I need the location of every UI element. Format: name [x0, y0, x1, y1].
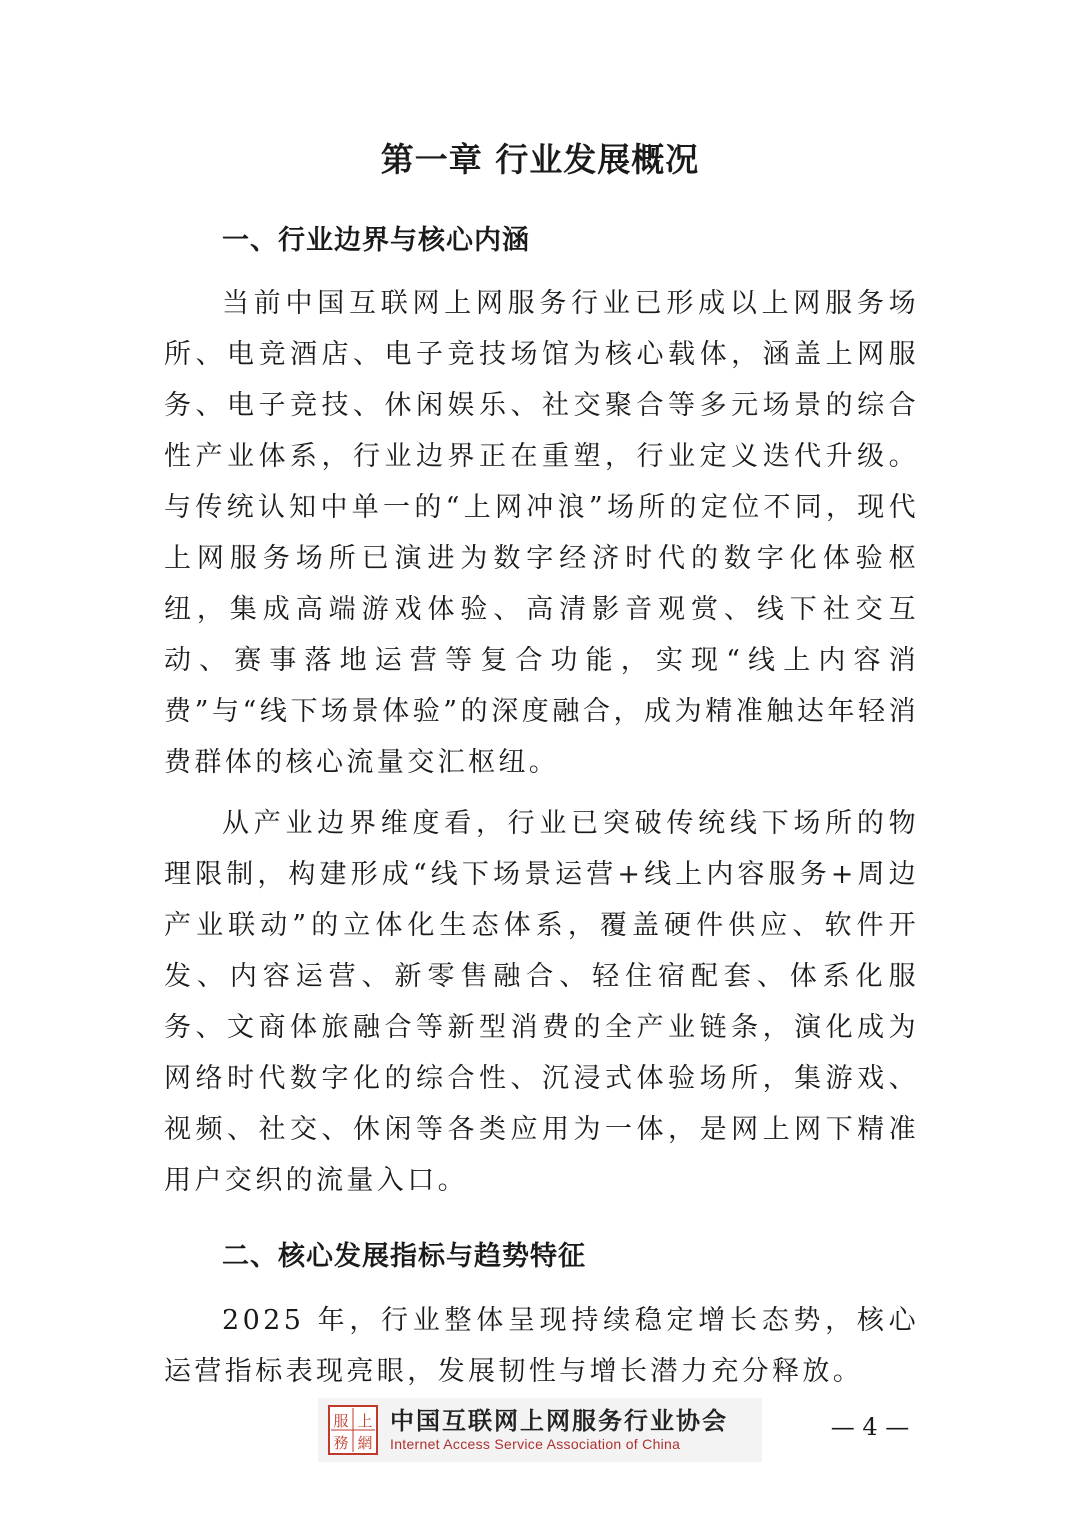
svg-text:務: 務	[333, 1434, 349, 1452]
section-heading-2: 二、核心发展指标与趋势特征	[222, 1241, 586, 1272]
section-heading-1: 一、行业边界与核心内涵	[222, 225, 530, 256]
paragraph-3: 2025 年，行业整体呈现持续稳定增长态势，核心运营指标表现亮眼，发展韧性与增长潜力充分释放。	[164, 1305, 919, 1387]
paragraph-1: 当前中国互联网上网服务行业已形成以上网服务场所、电竞酒店、电子竞技场馆为核心载体，涵盖上网服务、电子竞技、休闲娱乐、社交聚合等多元场景的综合性产业体系，行业边界正在重塑，行业定义迭代升级。与传统认知中单一的“上网冲浪”场所的定位不同，现代上网服务场所已演进为数字经济时代的数字化体验枢纽，集成高端游戏体验、高清影音观赏、线下社交互动、赛事落地运营等复合功能，实现“线上内容消费”与“线下场景体验”的深度融合，成为精准触达年轻消费群体的核心流量交汇枢纽。	[164, 288, 919, 778]
page-number: — 4 —	[830, 1413, 910, 1441]
svg-text:網: 網	[357, 1434, 373, 1452]
chapter-title: 第一章 行业发展概况	[380, 140, 700, 179]
paragraph-2: 从产业边界维度看，行业已突破传统线下场所的物理限制，构建形成“线下场景运营+线上内容服务+周边产业联动”的立体化生态体系，覆盖硬件供应、软件开发、内容运营、新零售融合、轻住宿配套、体系化服务、文商体旅融合等新型消费的全产业链条，演化成为网络时代数字化的综合性、沉浸式体验场所，集游戏、视频、社交、休闲等各类应用为一体，是网上网下精准用户交织的流量入口。	[164, 808, 919, 1196]
logo-english-name: Internet Access Service Association of China	[390, 1436, 681, 1452]
logo-chinese-name: 中国互联网上网服务行业协会	[390, 1406, 728, 1435]
association-seal-icon	[328, 1405, 378, 1455]
svg-text:服: 服	[333, 1412, 349, 1430]
svg-text:上: 上	[357, 1412, 373, 1430]
association-logo	[318, 1398, 762, 1462]
